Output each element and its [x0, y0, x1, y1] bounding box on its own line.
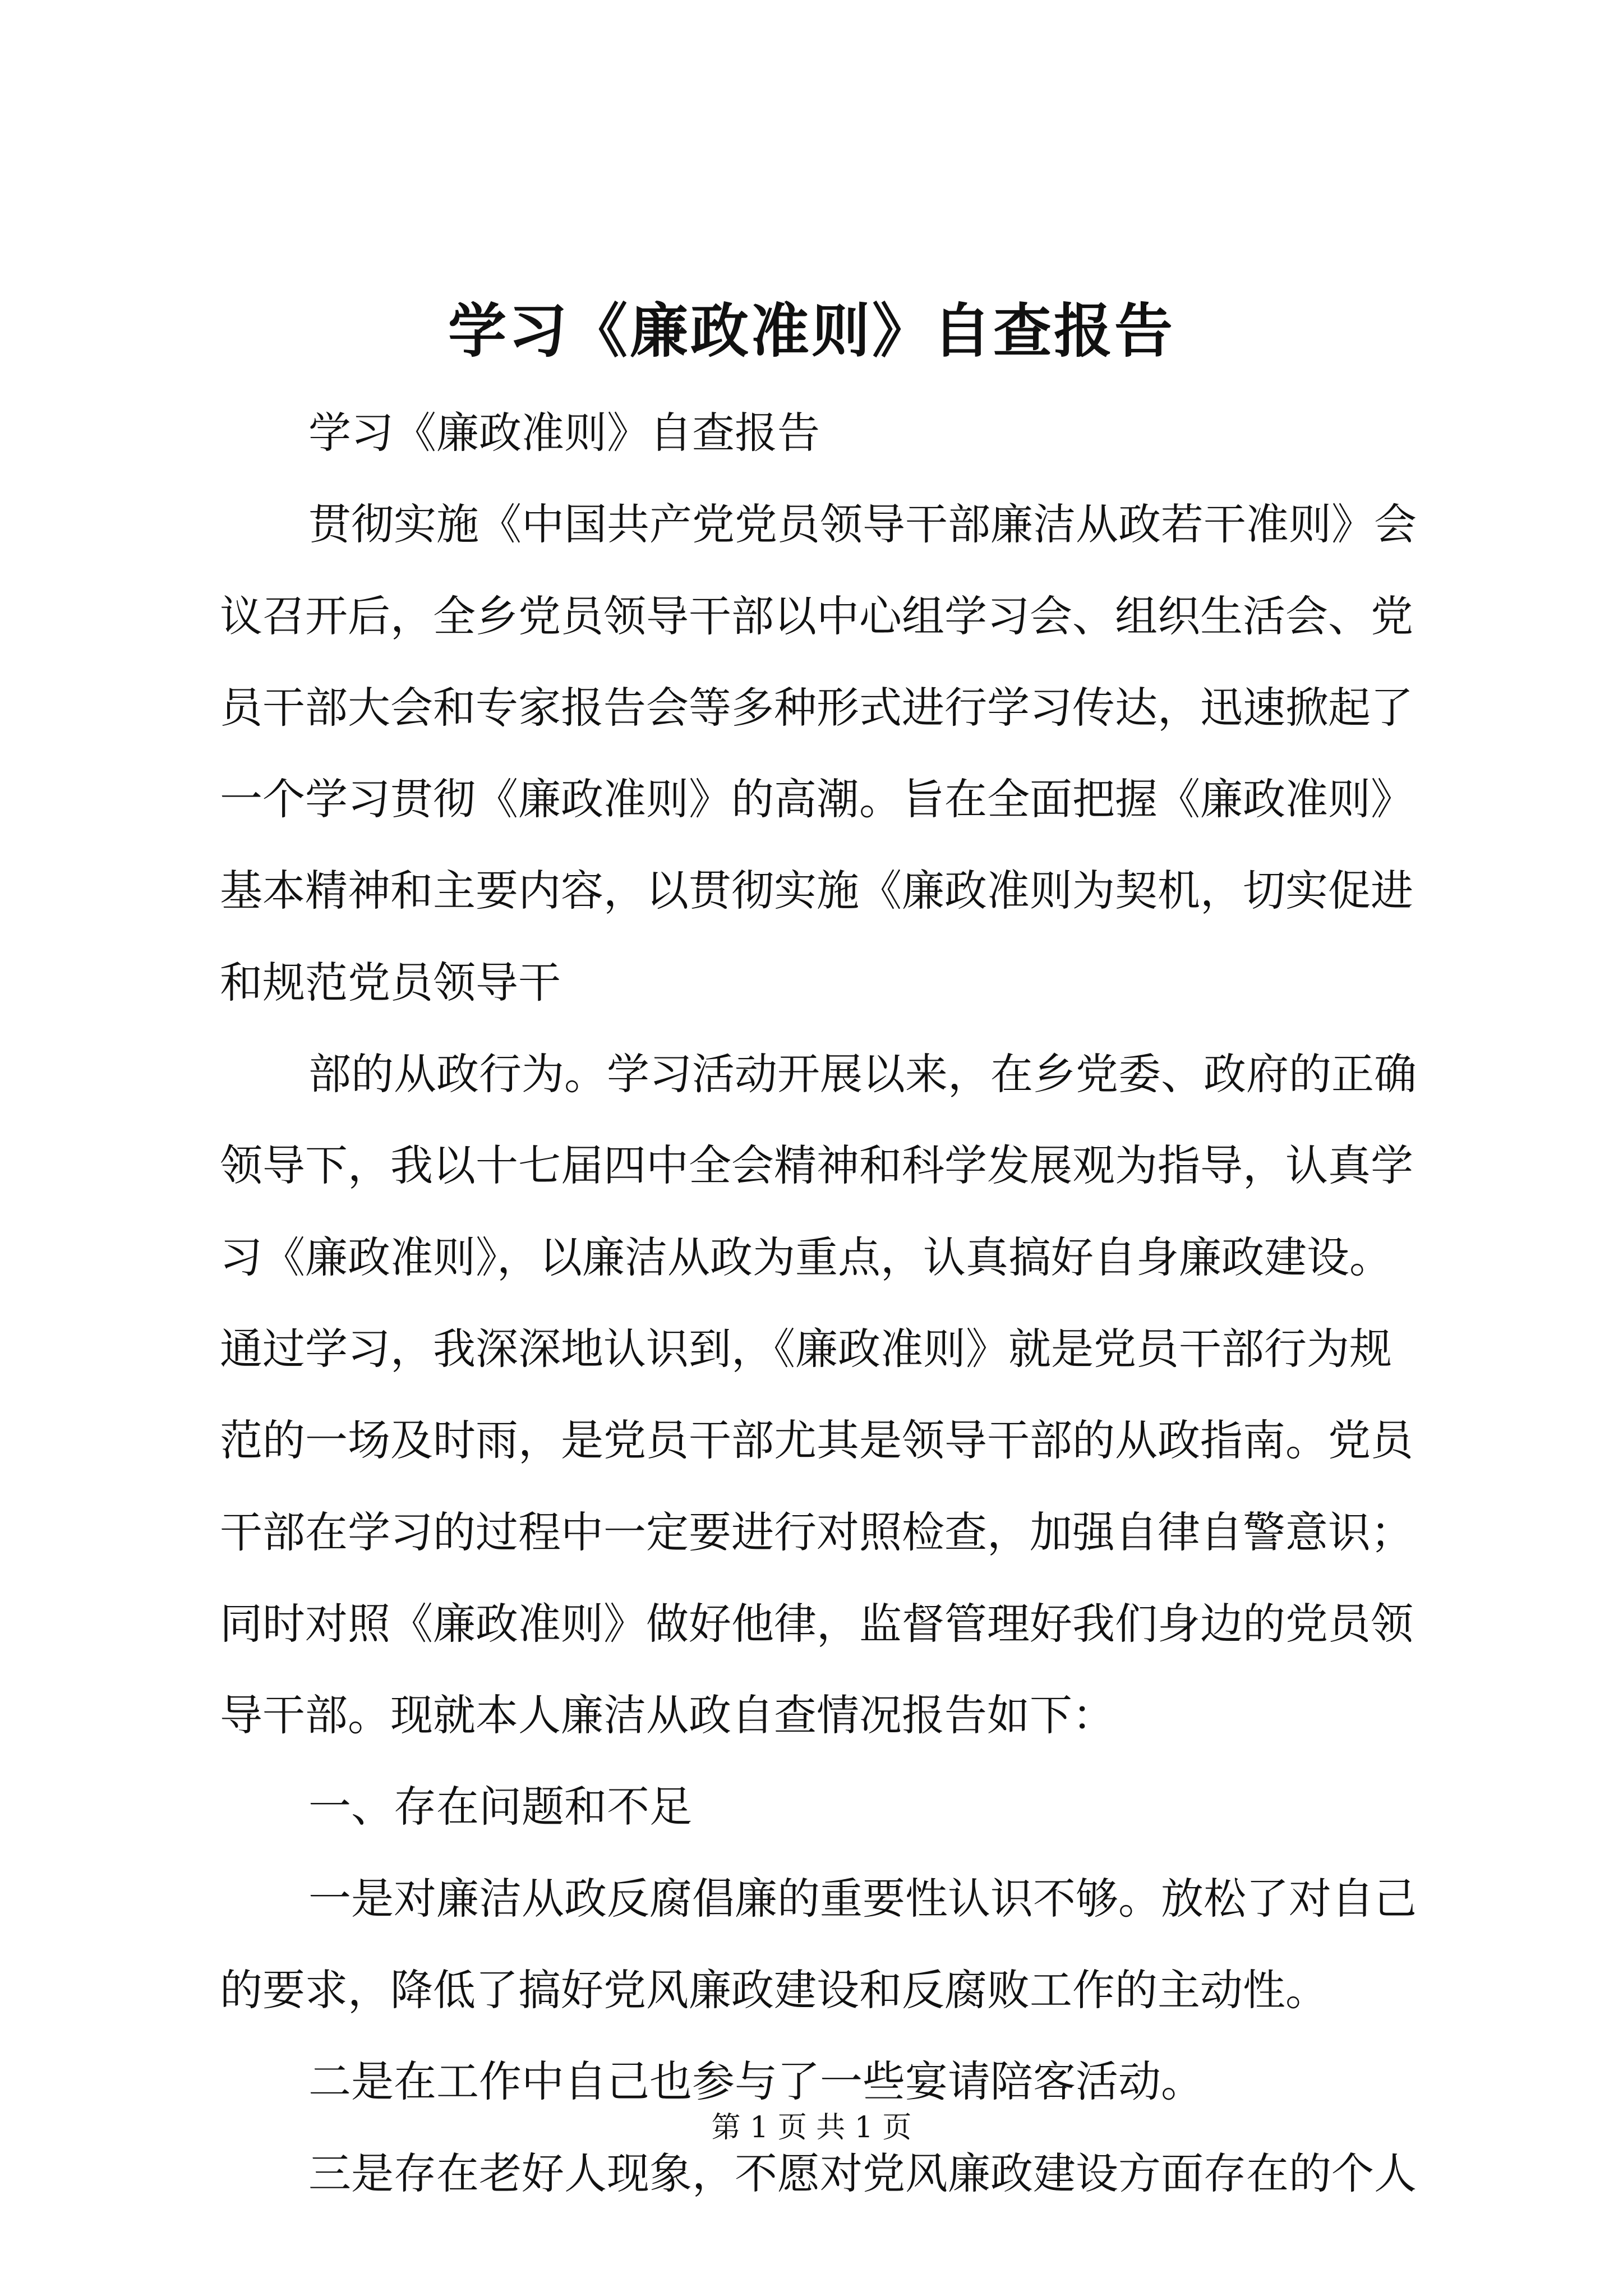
- paragraph-line: 贯彻实施《中国共产党党员领导干部廉洁从政若干准则》会: [308, 499, 1417, 550]
- paragraph-line: 通过学习，我深深地认识到，《廉政准则》就是党员干部行为规: [220, 1323, 1392, 1374]
- paragraph-line: 的要求，降低了搞好党风廉政建设和反腐败工作的主动性。: [220, 1965, 1328, 2016]
- paragraph-line: 部的从政行为。学习活动开展以来，在乡党委、政府的正确: [308, 1049, 1417, 1099]
- document-body: [220, 387, 1437, 2219]
- page-footer: 第 1 页 共 1 页: [711, 2111, 912, 2145]
- paragraph-line: 一是对廉洁从政反腐倡廉的重要性认识不够。放松了对自己: [308, 1873, 1417, 1924]
- document-title: 学习《廉政准则》自查报告: [448, 296, 1175, 365]
- paragraph-line: 一个学习贯彻《廉政准则》的高潮。旨在全面把握《廉政准则》: [220, 774, 1413, 825]
- paragraph-line: 领导下，我以十七届四中全会精神和科学发展观为指导，认真学: [220, 1140, 1413, 1191]
- paragraph-line: 基本精神和主要内容，以贯彻实施《廉政准则为契机，切实促进: [220, 866, 1413, 916]
- paragraph-line: 导干部。现就本人廉洁从政自查情况报告如下：: [220, 1690, 1115, 1741]
- paragraph-line: 范的一场及时雨，是党员干部尤其是领导干部的从政指南。党员: [220, 1415, 1413, 1466]
- subtitle-line: 学习《廉政准则》自查报告: [308, 408, 820, 458]
- paragraph-line: 员干部大会和专家报告会等多种形式进行学习传达，迅速掀起了: [220, 682, 1413, 733]
- paragraph-line: 三是存在老好人现象，不愿对党风廉政建设方面存在的个人: [308, 2148, 1417, 2198]
- paragraph-line: 议召开后，全乡党员领导干部以中心组学习会、组织生活会、党: [220, 591, 1413, 641]
- paragraph-line: 干部在学习的过程中一定要进行对照检查，加强自律自警意识；: [220, 1507, 1413, 1557]
- paragraph-line: 习《廉政准则》，以廉洁从政为重点，认真搞好自身廉政建设。: [220, 1232, 1392, 1282]
- paragraph-line: 和规范党员领导干: [220, 957, 561, 1007]
- paragraph-line: 同时对照《廉政准则》做好他律，监督管理好我们身边的党员领: [220, 1598, 1413, 1649]
- paragraph-line: 二是在工作中自己也参与了一些宴请陪客活动。: [308, 2056, 1204, 2107]
- section-heading: 一、存在问题和不足: [308, 1782, 692, 1832]
